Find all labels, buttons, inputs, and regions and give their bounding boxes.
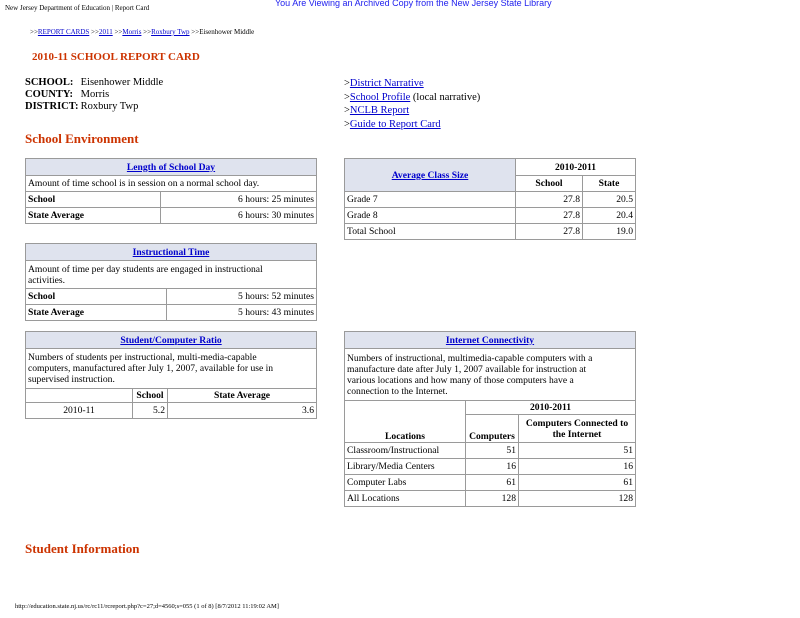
breadcrumb-year[interactable]: 2011: [98, 28, 113, 36]
row-label: Classroom/Instructional: [345, 443, 466, 459]
guide-link[interactable]: Guide to Report Card: [349, 119, 441, 131]
col-blank: [26, 389, 133, 403]
school-name: Eisenhower Middle: [80, 77, 164, 88]
district-label: DISTRICT:: [25, 101, 79, 112]
length-of-day-table: [25, 158, 317, 224]
cell-connected: 51: [519, 443, 636, 459]
cell-state: 20.4: [583, 208, 636, 224]
row-label: Total School: [345, 224, 516, 240]
school-label: SCHOOL:: [25, 77, 74, 88]
page-title: 2010-11 SCHOOL REPORT CARD: [32, 51, 200, 63]
row-label: Library/Media Centers: [345, 459, 466, 475]
district-narrative-link[interactable]: District Narrative: [349, 78, 424, 89]
class-size-header: [345, 159, 516, 192]
breadcrumb-current: Eisenhower Middle: [199, 28, 255, 36]
cell-school: 27.8: [516, 208, 583, 224]
breadcrumb-separator: >>: [191, 28, 200, 36]
col-state-average: State Average: [168, 389, 317, 403]
school-profile-note: (local narrative): [410, 91, 481, 103]
student-information-heading: Student Information: [25, 541, 140, 556]
breadcrumb: [30, 28, 254, 36]
internet-description: Numbers of instructional, multimedia-capable computers with a manufacture date after July 1, 2007 available for instruction at various locations and how many of those computers have a connection to the Internet.: [345, 349, 636, 401]
row-label: Computer Labs: [345, 475, 466, 491]
row-label: State Average: [26, 208, 161, 224]
instructional-time-table: [25, 243, 317, 321]
link-prefix: >: [344, 119, 350, 131]
row-label: All Locations: [345, 491, 466, 507]
row-value: 5 hours: 43 minutes: [167, 305, 317, 321]
breadcrumb-separator: >>: [143, 28, 152, 36]
link-prefix: >: [344, 105, 350, 117]
link-prefix: >: [344, 78, 350, 89]
cell-school: 27.8: [516, 224, 583, 240]
computer-ratio-link[interactable]: Student/Computer Ratio: [120, 334, 222, 346]
row-value: 5 hours: 52 minutes: [167, 289, 317, 305]
instructional-time-description: Amount of time per day students are engaged in instructional activities.: [26, 261, 317, 289]
side-links: [344, 77, 480, 132]
row-label: Grade 8: [345, 208, 516, 224]
cell-computers: 16: [466, 459, 519, 475]
computer-ratio-table: [25, 331, 317, 419]
school-profile-link[interactable]: School Profile: [349, 91, 411, 103]
col-state: State: [583, 176, 636, 192]
internet-link[interactable]: Internet Connectivity: [445, 334, 535, 346]
breadcrumb-county[interactable]: Morris: [122, 28, 142, 36]
computer-ratio-header: [26, 332, 317, 349]
breadcrumb-separator: >>: [30, 28, 38, 36]
breadcrumb-report-cards[interactable]: REPORT CARDS: [37, 28, 90, 36]
cell-computers: 51: [466, 443, 519, 459]
length-of-day-header: [26, 159, 317, 176]
cell-school: 5.2: [133, 403, 168, 419]
county-label: COUNTY:: [25, 89, 74, 100]
archive-notice: You Are Viewing an Archived Copy from the New Jersey State Library: [275, 0, 552, 8]
row-label: State Average: [26, 305, 167, 321]
computer-ratio-description: Numbers of students per instructional, multi-media-capable computers, manufactured after July 1, 2007, available for use in supervised instruction.: [26, 349, 317, 389]
internet-table: [344, 331, 636, 507]
cell-computers: 128: [466, 491, 519, 507]
class-size-table: [344, 158, 636, 240]
col-school: School: [133, 389, 168, 403]
cell-connected: 61: [519, 475, 636, 491]
cell-state-average: 3.6: [168, 403, 317, 419]
col-computers: Computers: [466, 415, 519, 443]
class-size-year: 2010-2011: [516, 159, 636, 176]
internet-header: [345, 332, 636, 349]
breadcrumb-separator: >>: [114, 28, 123, 36]
length-of-day-link[interactable]: Length of School Day: [126, 161, 216, 173]
breadcrumb-district[interactable]: Roxbury Twp: [151, 28, 190, 36]
cell-connected: 128: [519, 491, 636, 507]
row-value: 6 hours: 30 minutes: [161, 208, 317, 224]
row-label: School: [26, 192, 161, 208]
row-label: 2010-11: [26, 403, 133, 419]
row-value: 6 hours: 25 minutes: [161, 192, 317, 208]
instructional-time-link[interactable]: Instructional Time: [132, 246, 210, 258]
school-info: [25, 77, 163, 113]
row-label: Grade 7: [345, 192, 516, 208]
col-connected: Computers Connected to the Internet: [519, 415, 636, 443]
cell-computers: 61: [466, 475, 519, 491]
cell-school: 27.8: [516, 192, 583, 208]
link-prefix: >: [344, 91, 350, 103]
page-footer-url: http://education.state.nj.us/rc/rc11/rcreport.php?c=27;d=4560;s=055 (1 of 8) [8/7/2012 11:19:02 AM]: [15, 603, 279, 610]
county-name: Morris: [80, 89, 110, 100]
class-size-link[interactable]: Average Class Size: [391, 169, 469, 181]
col-school: School: [516, 176, 583, 192]
internet-year: 2010-2011: [466, 401, 636, 415]
row-label: School: [26, 289, 167, 305]
site-title: New Jersey Department of Education | Report Card: [5, 4, 150, 12]
length-of-day-description: Amount of time school is in session on a normal school day.: [26, 176, 317, 192]
breadcrumb-separator: >>: [91, 28, 99, 36]
school-environment-heading: School Environment: [25, 131, 139, 146]
cell-state: 20.5: [583, 192, 636, 208]
nclb-report-link[interactable]: NCLB Report: [349, 105, 410, 117]
col-locations: Locations: [345, 401, 466, 443]
cell-state: 19.0: [583, 224, 636, 240]
instructional-time-header: [26, 244, 317, 261]
district-name: Roxbury Twp: [80, 101, 139, 112]
cell-connected: 16: [519, 459, 636, 475]
